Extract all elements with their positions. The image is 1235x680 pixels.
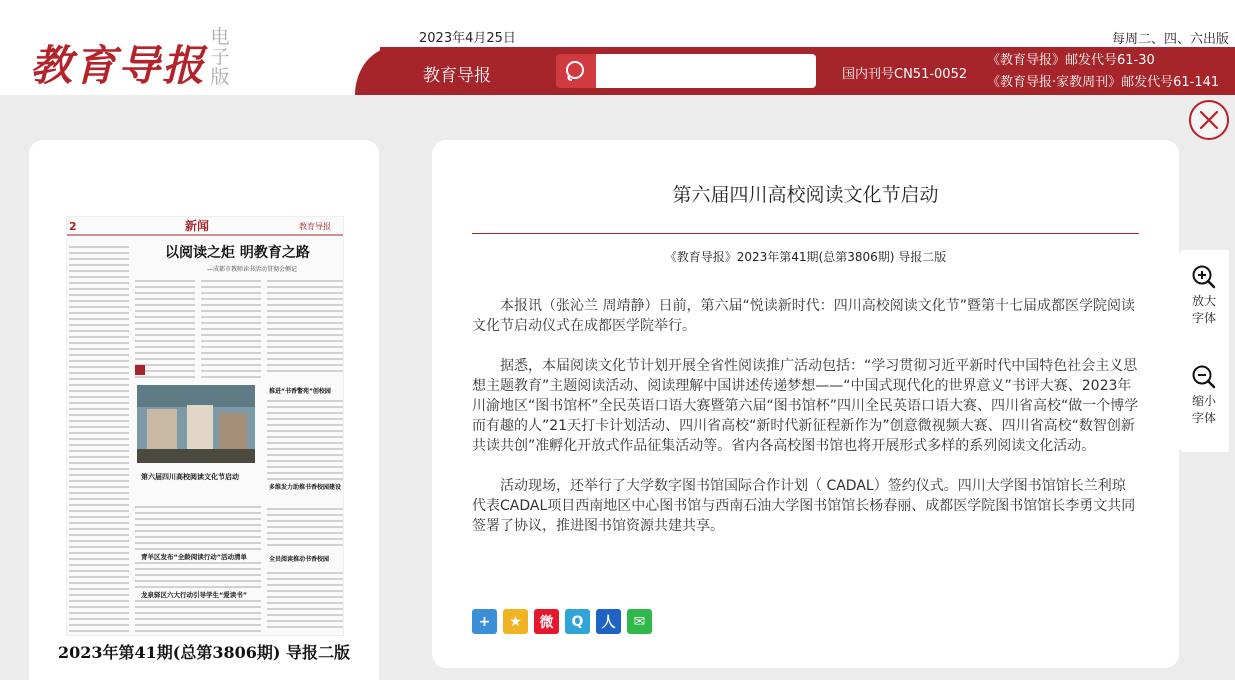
page-caption: 2023年第41期(总第3806期) 导报二版	[57, 643, 351, 662]
paper-name-link[interactable]: 教育导报	[423, 66, 491, 86]
article-title: 第六届四川高校阅读文化节启动	[672, 184, 939, 206]
search-button[interactable]	[556, 54, 596, 88]
thumb-masthead: 教育导报	[299, 222, 331, 231]
share-qzone-icon[interactable]: ★	[503, 609, 528, 634]
zoom-out-label-2: 字体	[1191, 411, 1216, 425]
thumb-story-3: 青羊区发布“全龄阅读行动”活动清单	[141, 553, 248, 561]
search-input[interactable]	[596, 54, 816, 88]
zoom-out-label-1: 缩小	[1191, 394, 1216, 408]
thumb-story-7: 全员阅读推动书香校园	[269, 556, 330, 563]
zoom-in-label-1: 放大	[1191, 294, 1216, 308]
publish-schedule: 每周二、四、六出版	[1111, 32, 1229, 47]
close-icon	[1198, 109, 1220, 131]
font-size-tools	[1179, 250, 1229, 452]
logo-subtitle: 电子版	[210, 26, 230, 88]
article-card	[432, 140, 1179, 668]
issue-date: 2023年4月25日	[419, 31, 516, 46]
newspaper-page-image	[67, 217, 344, 636]
postal-codes	[987, 50, 1219, 94]
postal-code-2: 《教育导报·家教周刊》邮发代号61-141	[987, 75, 1220, 90]
site-logo[interactable]: 教育导报	[30, 41, 207, 90]
thumb-story-6: 多维发力助推书香校园建设	[269, 484, 342, 491]
article-body	[472, 296, 1139, 556]
thumb-page-number: 2	[69, 220, 77, 233]
thumb-story-5: 推进“书香警苑”创校园	[269, 388, 331, 395]
newspaper-page-thumbnail[interactable]	[66, 216, 344, 636]
article-source: 《教育导报》2023年第41期(总第3806期) 导报二版	[664, 250, 947, 264]
zoom-out-icon	[1191, 364, 1217, 390]
site-header	[0, 0, 1235, 95]
page-thumbnail-card	[29, 140, 379, 680]
share-bar	[472, 609, 652, 634]
share-weibo-icon[interactable]: 微	[534, 609, 559, 634]
cn-number: 国内刊号CN51-0052	[842, 67, 968, 82]
search-icon	[564, 59, 588, 83]
zoom-out-font-button[interactable]	[1179, 364, 1229, 427]
thumb-sub-headline: —成都市教师读书活动贯彻会侧记	[207, 266, 298, 273]
share-wechat-icon[interactable]: ✉	[627, 609, 652, 634]
postal-code-1: 《教育导报》邮发代号61-30	[987, 53, 1155, 68]
thumb-story-2: 第六届四川高校阅读文化节启动	[141, 473, 239, 481]
close-button[interactable]	[1189, 100, 1229, 140]
thumb-headline: 以阅读之炬 明教育之路	[165, 245, 310, 261]
share-tqq-icon[interactable]: Q	[565, 609, 590, 634]
article-paragraph: 本报讯（张沁兰 周靖静）日前，第六届“悦读新时代：四川高校阅读文化节”暨第十七届成都医学院阅读文化节启动仪式在成都医学院举行。	[472, 298, 1135, 334]
zoom-in-font-button[interactable]	[1179, 264, 1229, 327]
thumb-story-4: 龙泉驿区六大行动引导学生“爱读书”	[141, 591, 248, 599]
title-divider	[472, 233, 1139, 234]
article-paragraph: 据悉，本届阅读文化节计划开展全省性阅读推广活动包括：“学习贯彻习近平新时代中国特色社会主义思想主题教育”主题阅读活动、阅读理解中国讲述传递梦想——“中国式现代化的世界意义”书评大赛、2023年川渝地区“图书馆杯”全民英语口语大赛暨第六届“图书馆杯”四川全民英语口语大赛、四川省高校“做一个博学而有趣的人”21天打卡计划活动、四川省高校“新时代新征程新作为”创意微视频大赛、四川省高校“数智创新共读共创”准孵化开放式作品征集活动等。省内各高校图书馆也将开展形式多样的系列阅读文化活动。	[472, 358, 1139, 454]
zoom-in-label-2: 字体	[1191, 311, 1216, 325]
thumb-section: 新闻	[185, 219, 210, 233]
share-renren-icon[interactable]: 人	[596, 609, 621, 634]
share-more-icon[interactable]: +	[472, 609, 497, 634]
article-paragraph: 活动现场，还举行了大学数字图书馆国际合作计划（ CADAL）签约仪式。四川大学图书馆馆长兰利琼代表CADAL项目西南地区中心图书馆与西南石油大学图书馆馆长杨春丽、成都医学院图书馆馆长李勇文共同签署了协议，推进图书馆资源共建共享。	[472, 478, 1136, 534]
zoom-in-icon	[1191, 264, 1217, 290]
